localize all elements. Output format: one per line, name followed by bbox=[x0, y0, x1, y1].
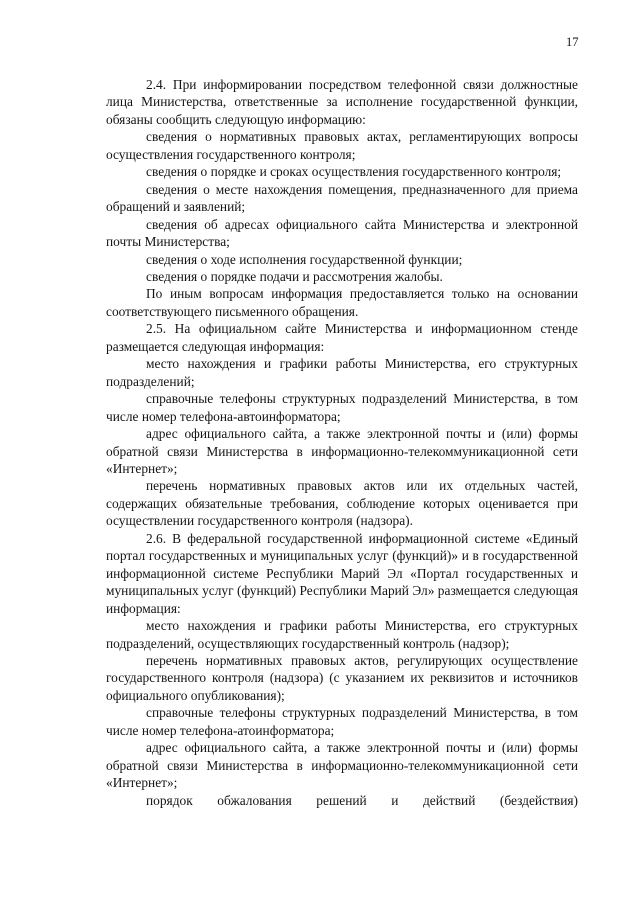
list-item-website-email: сведения об адресах официального сайта Министерства и электронной почты Министерства; bbox=[106, 216, 578, 250]
list-item-procedure-terms: сведения о порядке и сроках осуществления государственного контроля; bbox=[146, 164, 562, 180]
list-item-premises-location: сведения о месте нахождения помещения, предназначенного для приема обращений и заявлений; bbox=[106, 181, 578, 215]
paragraph-2-6: 2.6. В федеральной государственной информационной системе «Единый портал государственных и муниципальных услуг (функций)» и в государственной информационной системе Республики Марий Эл «Портал государственных и муниципальных услуг (функций) Республики Марий Эл» размещается следующая информация: bbox=[106, 530, 578, 616]
document-body bbox=[106, 76, 578, 809]
list-item-phones: справочные телефоны структурных подразделений Министерства, в том числе номер телефона-автоинформатора; bbox=[106, 391, 578, 424]
list-item-legal-acts-2: перечень нормативных правовых актов, регулирующих осуществление государственного контроля (надзора) (с указанием их реквизитов и источников официального опубликования); bbox=[106, 652, 578, 703]
list-item-location-schedule: место нахождения и графики работы Министерства, его структурных подразделений; bbox=[106, 356, 578, 389]
paragraph-2-5: 2.5. На официальном сайте Министерства и информационном стенде размещается следующая информация: bbox=[106, 321, 578, 354]
list-item-appeal-procedure: порядок обжалования решений и действий (бездействия) bbox=[146, 792, 578, 808]
list-item-regulations: сведения о нормативных правовых актах, регламентирующих вопросы осуществления государственного контроля; bbox=[106, 129, 578, 162]
list-item-complaints: сведения о порядке подачи и рассмотрения жалобы. bbox=[146, 268, 443, 284]
paragraph-other-questions: По иным вопросам информация предоставляется только на основании соответствующего письменного обращения. bbox=[106, 286, 578, 319]
list-item-location-schedule-2: место нахождения и графики работы Министерства, его структурных подразделений, осуществляющих государственный контроль (надзор); bbox=[106, 618, 578, 651]
list-item-website-feedback: адрес официального сайта, а также электронной почты и (или) формы обратной связи Министерства в информационно-телекоммуникационной сети «Интернет»; bbox=[106, 426, 578, 476]
page-number: 17 bbox=[566, 35, 579, 49]
list-item-progress: сведения о ходе исполнения государственной функции; bbox=[146, 251, 463, 267]
paragraph-2-4: 2.4. При информировании посредством телефонной связи должностные лица Министерства, ответственные за исполнение государственной функции, обязаны сообщить следующую информацию: bbox=[106, 77, 578, 127]
list-item-website-feedback-2: адрес официального сайта, а также электронной почты и (или) формы обратной связи Министерства в информационно-телекоммуникационной сети «Интернет»; bbox=[106, 740, 578, 791]
list-item-legal-acts: перечень нормативных правовых актов или их отдельных частей, содержащих обязательные требования, соблюдение которых оценивается при осуществлении государственного контроля (надзора). bbox=[106, 478, 578, 529]
list-item-phones-2: справочные телефоны структурных подразделений Министерства, в том числе номер телефона-атоинформатора; bbox=[106, 705, 578, 738]
